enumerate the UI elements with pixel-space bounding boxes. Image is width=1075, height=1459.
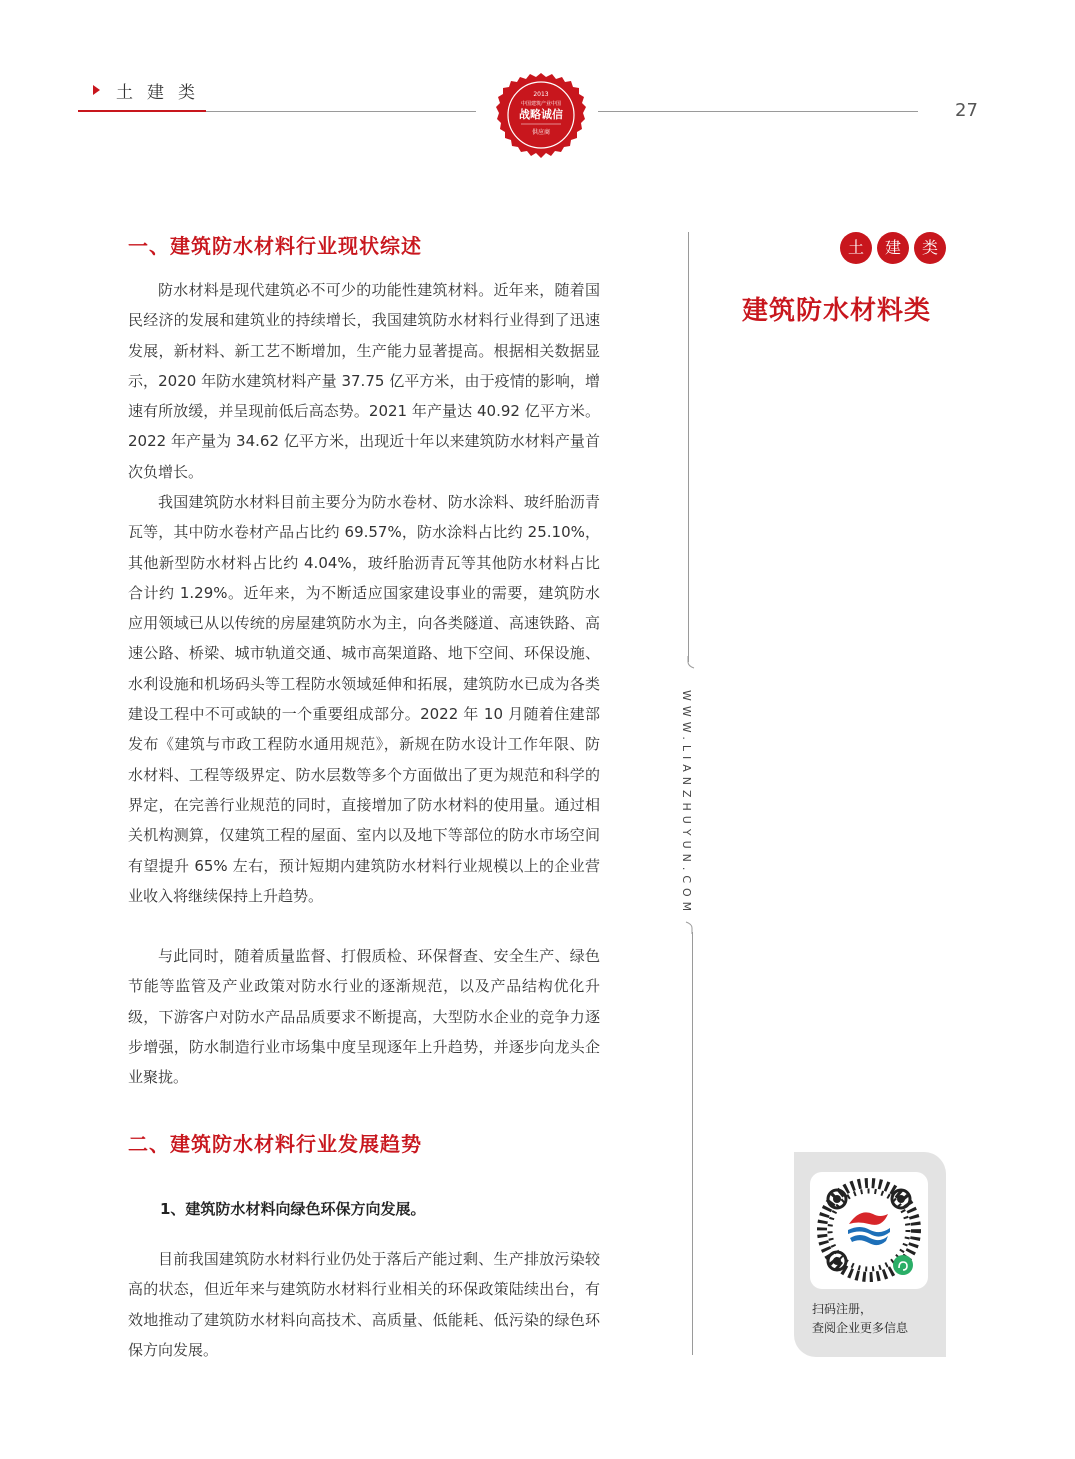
qr-caption-line-1: 扫码注册，: [812, 1302, 873, 1316]
section-heading-1: 一、建筑防水材料行业现状综述: [128, 234, 422, 258]
header-arrow-icon: [93, 85, 100, 95]
rule-hook-top-icon: [684, 656, 698, 670]
seal-year: 2013: [533, 91, 549, 98]
strategic-integrity-seal-icon: [496, 72, 586, 162]
category-circle-2: 建: [877, 232, 909, 264]
section-heading-2: 二、建筑防水材料行业发展趋势: [128, 1132, 422, 1156]
seal-title: 战略诚信: [519, 108, 563, 121]
qr-caption-line-2: 查阅企业更多信息: [812, 1321, 909, 1335]
category-circle-3: 类: [914, 232, 946, 264]
page-number: 27: [955, 100, 978, 121]
sidebar-title: 建筑防水材料类: [742, 296, 932, 326]
section-2-subheading: 1、建筑防水材料向绿色环保方向发展。: [160, 1200, 426, 1218]
qr-code-frame[interactable]: [810, 1172, 928, 1289]
mini-program-qr-icon: [810, 1172, 928, 1289]
header-category: 土建类: [116, 83, 209, 103]
section-1-paragraph-2: 我国建筑防水材料目前主要分为防水卷材、防水涂料、玻纤胎沥青瓦等，其中防水卷材产品占比约 69.57%，防水涂料占比约 25.10%，其他新型防水材料占比约 4.04%，玻纤胎沥青瓦等其他防水材料占比合计约 1.29%。近年来，为不断适应国家建设事业的需要，建筑防水应用领域已从以传统的房屋建筑防水为主，向各类隧道、高速铁路、高速公路、桥梁、城市轨道交通、城市高架道路、地下空间、环保设施、水利设施和机场码头等工程防水领域延伸和拓展，建筑防水已成为各类建设工程中不可或缺的一个重要组成部分。2022 年 10 月随着住建部发布《建筑与市政工程防水通用规范》，新规在防水设计工作年限、防水材料、工程等级界定、防水层数等多个方面做出了更为规范和科学的界定，在完善行业规范的同时，直接增加了防水材料的使用量。通过相关机构测算，仅建筑工程的屋面、室内以及地下等部位的防水市场空间有望提升 65% 左右，预计短期内建筑防水材料行业规模以上的企业营业收入将继续保持上升趋势。: [128, 493, 600, 905]
seal-footer: 供应商: [531, 129, 551, 136]
section-1-paragraph-1: 防水材料是现代建筑必不可少的功能性建筑材料。近年来，随着国民经济的发展和建筑业的持续增长，我国建筑防水材料行业得到了迅速发展，新材料、新工艺不断增加，生产能力显著提高。根据相关数据显示，2020 年防水建筑材料产量 37.75 亿平方米，由于疫情的影响，增速有所放缓，并呈现前低后高态势。2021 年产量达 40.92 亿平方米。2022 年产量为 34.62 亿平方米，出现近十年以来建筑防水材料产量首次负增长。: [128, 281, 600, 481]
section-1-paragraph-3: 与此同时，随着质量监督、打假质检、环保督查、安全生产、绿色节能等监管及产业政策对防水行业的逐渐规范，以及产品结构优化升级，下游客户对防水产品品质要求不断提高，大型防水企业的竞争力逐步增强，防水制造行业市场集中度呈现逐年上升趋势，并逐步向龙头企业聚拢。: [128, 947, 600, 1087]
header-rule-right: [598, 111, 918, 112]
header-rule-accent: [78, 110, 206, 112]
rule-hook-bottom-icon: [684, 920, 698, 934]
website-url: WWW.LIANZHUYUN.COM: [680, 690, 693, 917]
header-rule-left: [206, 111, 476, 112]
seal-org: 中国建筑产业中国: [520, 101, 562, 107]
sidebar-rule-bottom: [692, 932, 693, 1355]
qr-caption: [812, 1300, 942, 1338]
section-2-paragraph-1: 目前我国建筑防水材料行业仍处于落后产能过剩、生产排放污染较高的状态，但近年来与建筑防水材料行业相关的环保政策陆续出台，有效地推动了建筑防水材料向高技术、高质量、低能耗、低污染的绿色环保方向发展。: [128, 1250, 600, 1359]
category-circle-1: 土: [840, 232, 872, 264]
sidebar-rule-top: [688, 232, 689, 662]
